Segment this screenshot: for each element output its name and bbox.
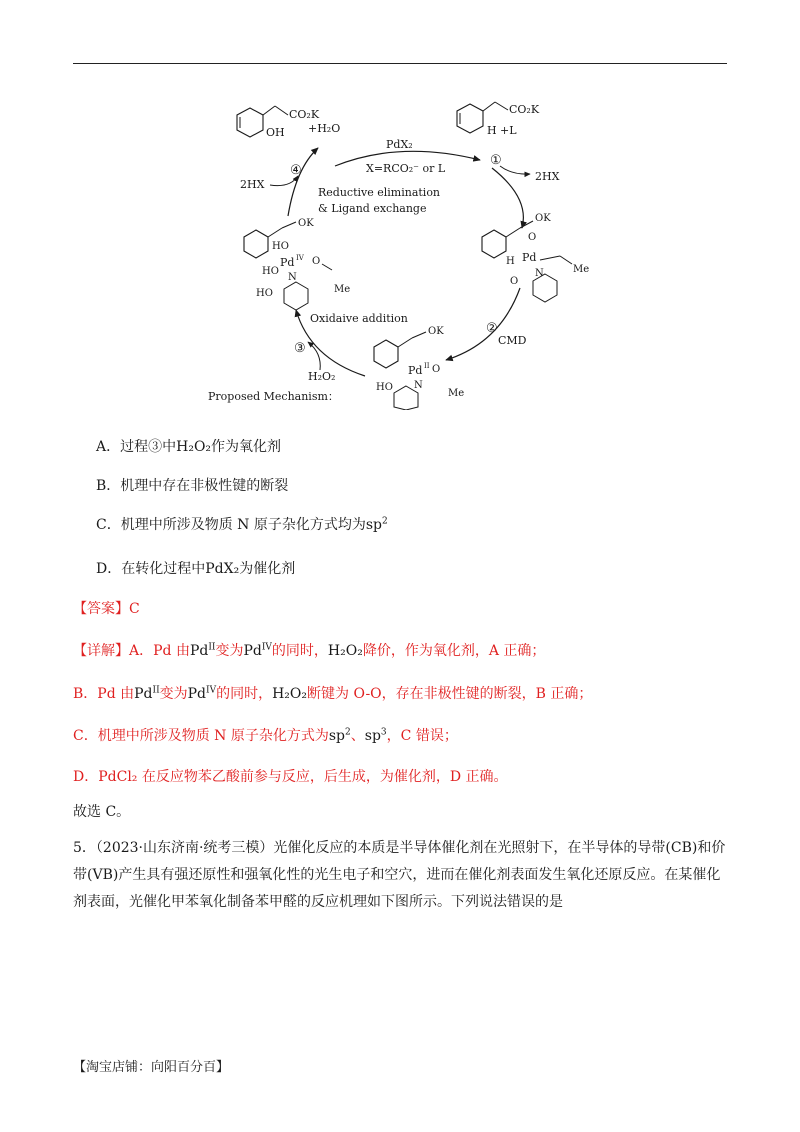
int-bottom-pd: Pd [408,364,423,377]
int-bottom-o: O [432,364,441,375]
exp-c-text1: C．机理中所涉及物质 N 原子杂化方式为 [73,728,329,744]
hx-left-label: 2HX [240,178,265,191]
int-left-o: O [312,256,321,267]
exp-b-text1: B．Pd 由 [73,686,135,702]
exp-b-change: 变为 [159,686,188,702]
explanation-a [73,640,545,660]
option-a [96,436,281,456]
int-bottom-ho: HO [376,382,393,393]
exp-a-text1: A．Pd 由 [129,643,190,659]
step3-name: Oxidaive addition [310,312,408,325]
option-d-formula: PdX₂ [205,561,240,577]
exp-b-pd2: $Pd^{IV}$ [187,685,217,702]
exp-a-h2o2: H₂O₂ [327,643,363,659]
exp-c-text2: ，C 错误； [386,728,458,744]
option-c-formula: sp [365,517,383,533]
int-right-me: Me [573,264,590,275]
int-right-pd: Pd [522,251,537,264]
int-bottom-me: Me [448,388,465,399]
step-1-marker: ① [490,153,502,168]
exp-c-sp3: $sp^3$ [364,727,387,744]
int-bottom-n: N [414,380,423,391]
int-right-h: H [506,256,515,267]
intermediate-bottom [374,326,464,410]
question-5: 5．（2023·山东济南·统考三模）光催化反应的本质是半导体催化剂在光照射下，在半导体的导带(CB)和价带(VB)产生具有强还原性和强氧化性的光生电子和空穴，进而在催化剂表面发生氧化还原反应。在某催化剂表面，光催化甲苯氧化制备苯甲醛的反应机理如下图所示。下列说法错误的是 [73,840,726,910]
int-left-pd-ox: IV [296,254,304,262]
exp-a-pd1: $Pd^{II}$ [189,642,216,659]
explanation-conclusion: 故选 C。 [73,804,131,820]
step-2-marker: ② [486,321,498,336]
option-d-prefix: D．在转化过程中 [96,561,206,577]
hx-right-label: 2HX [535,170,560,183]
cycle-arrow-right [492,168,523,228]
diagram-caption: Proposed Mechanism： [208,390,339,403]
exp-b-text3: 断键为 O-O，存在非极性键的断裂，B 正确； [307,686,593,702]
option-a-suffix: 作为氧化剂 [211,439,282,455]
substrate-phenylacetate [457,102,540,137]
answer-value: C [129,601,140,617]
option-d-suffix: 为催化剂 [239,561,296,577]
step4-name-2: & Ligand exchange [318,202,427,215]
header-rule [73,63,727,64]
catalyst-pdx2: PdX₂ [386,138,413,151]
int-bottom-pd-ox: II [424,362,430,370]
cmd-label: CMD [498,334,527,347]
option-b: B．机理中存在非极性键的断裂 [96,478,289,494]
int-right-ok: OK [535,213,551,224]
int-left-me: Me [334,284,351,295]
option-c [96,514,388,534]
step-3-marker: ③ [294,341,306,356]
int-bottom-ok: OK [428,326,444,337]
footer-shop: 【淘宝店铺：向阳百分百】 [73,1060,230,1075]
int-left-ho2: HO [262,266,279,277]
option-c-exp: 2 [382,516,388,527]
step4-name: Reductive elimination [318,186,441,199]
answer-line [73,598,140,618]
product-phenol-acid [237,106,340,139]
step-4-marker: ④ [290,163,302,178]
product-co2k: CO₂K [289,108,320,121]
explanation-label: 【详解】 [73,643,129,659]
explanation-b [73,683,592,703]
product-water: +H₂O [308,122,341,135]
explanation-c [73,725,458,745]
mechanism-diagram [200,88,600,410]
int-left-ho: HO [272,241,289,252]
int-right-n: N [535,268,544,279]
option-a-prefix: A．过程③中 [96,439,177,455]
substrate-h: H [487,124,497,137]
cycle-arrow-bottom-right [446,288,520,360]
substrate-co2k: CO₂K [509,103,540,116]
int-left-ok: OK [298,218,314,229]
explanation-d: D．PdCl₂ 在反应物苯乙酸前参与反应，后生成，为催化剂，D 正确。 [73,769,508,785]
int-left-pd: Pd [280,256,295,269]
exp-b-text2: 的同时， [216,686,273,702]
intermediate-right [482,213,589,302]
exp-b-h2o2: H₂O₂ [272,686,308,702]
exp-a-pd2: $Pd^{IV}$ [243,642,272,659]
h2o2-uptake-arrow [308,342,320,370]
h2o2-label: H₂O₂ [308,370,336,383]
exp-b-pd1: $Pd^{II}$ [134,685,160,702]
exp-a-text2: 的同时， [271,643,328,659]
int-left-ho3: HO [256,288,273,299]
substrate-ligand: +L [500,124,517,137]
int-left-n: N [288,272,297,283]
option-a-formula: H₂O₂ [176,439,212,455]
option-c-prefix: C．机理中所涉及物质 N 原子杂化方式均为 [96,517,366,533]
int-right-o: O [528,232,537,243]
hx-release-arrow [500,166,530,174]
exp-c-sep: 、 [350,728,365,744]
exp-a-text3: 降价，作为氧化剂，A 正确； [362,643,546,659]
exp-c-sp2: $sp^2$ [328,727,351,744]
intermediate-left [244,218,350,310]
int-right-o2: O [510,276,519,287]
x-definition: X=RCO₂⁻ or L [366,162,446,175]
option-d [96,558,295,578]
answer-label: 【答案】 [73,601,129,617]
product-oh: OH [266,126,285,139]
exp-a-change: 变为 [215,643,244,659]
